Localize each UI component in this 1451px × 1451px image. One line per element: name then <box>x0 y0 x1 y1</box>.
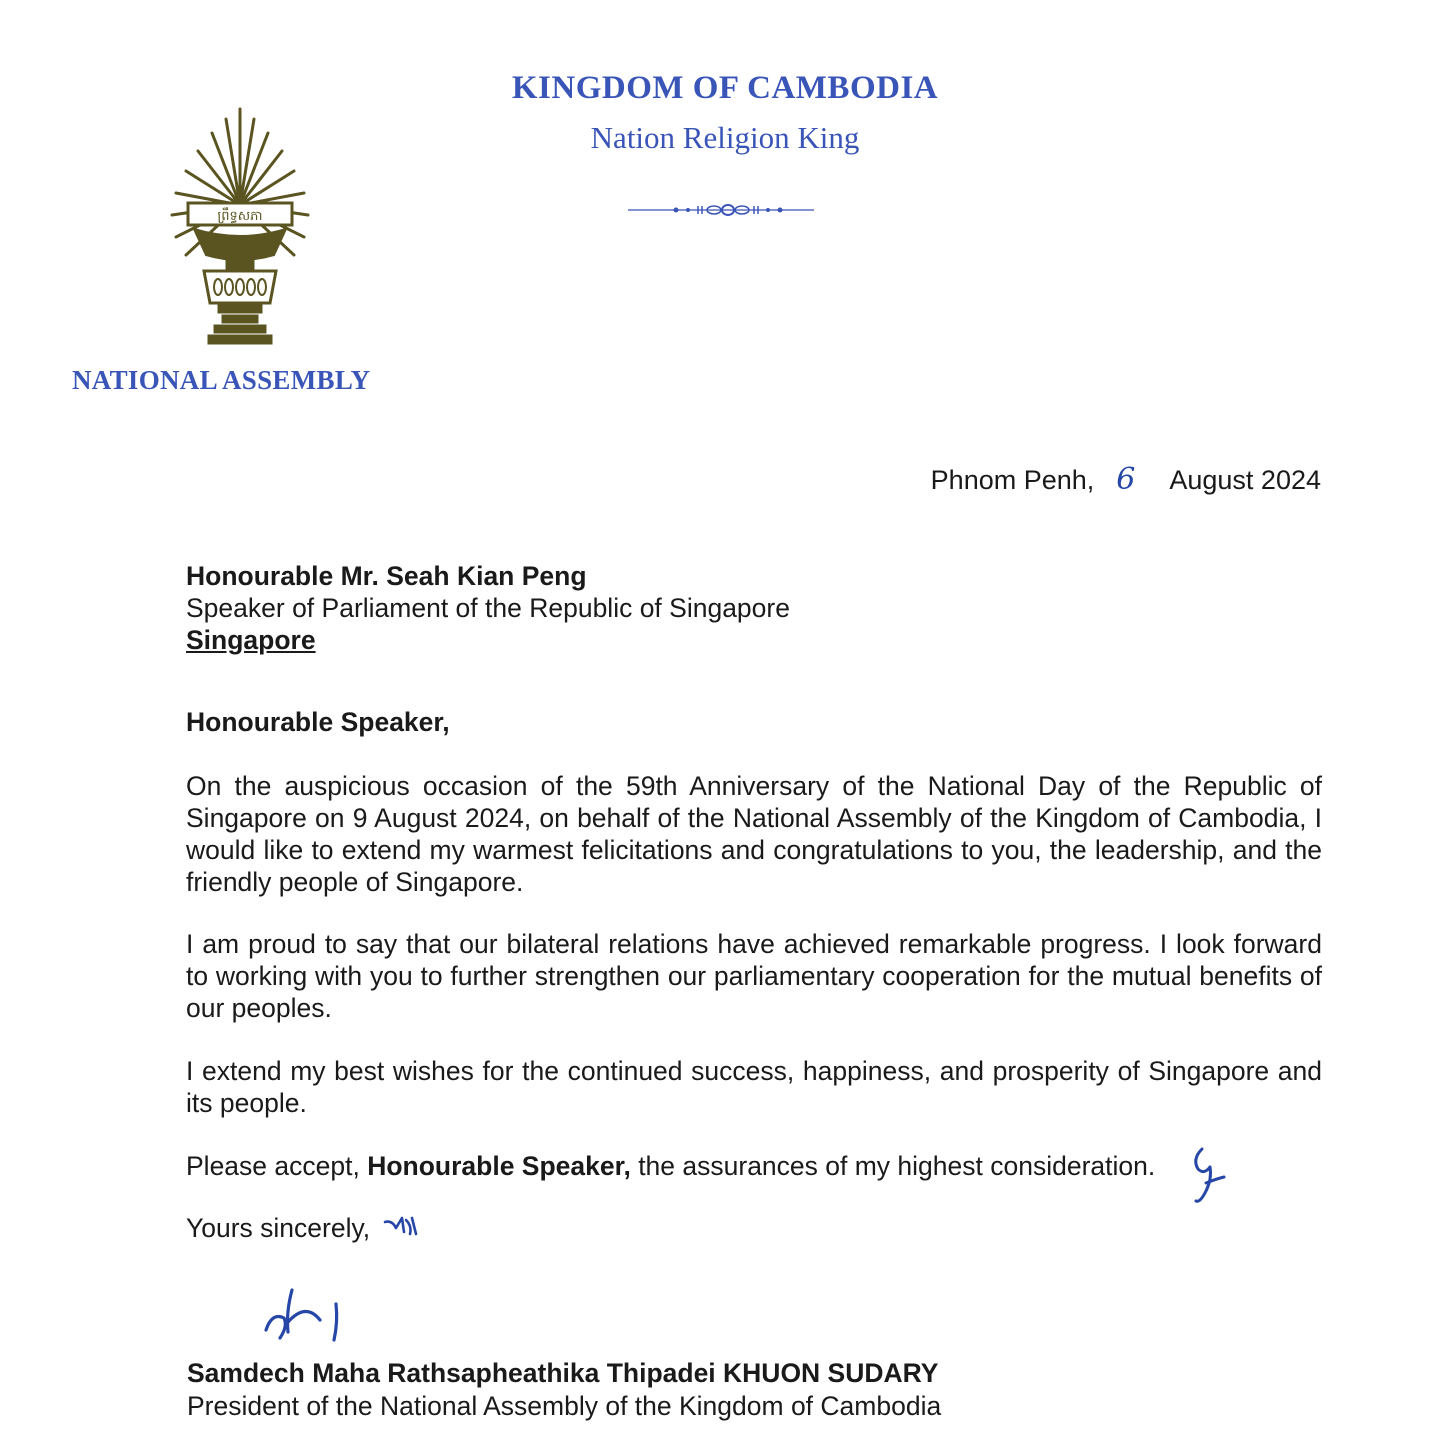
recipient-name: Honourable Mr. Seah Kian Peng <box>186 561 587 591</box>
emblem-khmer-text: ព្រឹទ្ធសភា <box>217 209 263 224</box>
institution-name: NATIONAL ASSEMBLY <box>72 365 371 395</box>
date-day-handwritten: 6 <box>1116 462 1136 497</box>
signer-name: Samdech Maha Rathsapheathika Thipadei KHUON SUDARY <box>187 1358 939 1388</box>
date-place: Phnom Penh, <box>930 465 1095 495</box>
closing-bold-salutation: Honourable Speaker, <box>367 1151 631 1181</box>
handwritten-initial-icon <box>1188 1145 1230 1207</box>
body-paragraph-2: I am proud to say that our bilateral relations have achieved remarkable progress. I look forward to working with you to further strengthen our parliamentary cooperation for the mutual benefits of our peoples. <box>186 929 1322 1023</box>
body-paragraph-3: I extend my best wishes for the continued success, happiness, and prosperity of Singapore and its people. <box>186 1056 1322 1118</box>
recipient-country: Singapore <box>186 625 316 655</box>
national-motto: Nation Religion King <box>590 120 860 155</box>
ornament-divider-icon <box>628 200 818 220</box>
salutation: Honourable Speaker, <box>186 707 450 737</box>
closing-line: Please accept, Honourable Speaker, the assurances of my highest consideration. <box>186 1151 1156 1181</box>
signer-title: President of the National Assembly of the Kingdom of Cambodia <box>187 1391 942 1421</box>
signature-icon <box>258 1282 358 1352</box>
recipient-title: Speaker of Parliament of the Republic of Singapore <box>186 593 790 623</box>
date-month-year: August 2024 <box>1169 465 1321 495</box>
kingdom-heading: KINGDOM OF CAMBODIA <box>511 70 939 106</box>
dateline <box>931 462 1321 497</box>
handwritten-initial-small-icon <box>382 1214 422 1238</box>
sign-off: Yours sincerely, <box>186 1213 371 1243</box>
recipient-block <box>186 560 1322 656</box>
national-assembly-emblem-icon <box>170 105 310 350</box>
body-paragraph-1: On the auspicious occasion of the 59th Anniversary of the National Day of the Republic of Singapore on 9 August 2024, on behalf of the National Assembly of the Kingdom of Cambodia, I would like to extend my warmest felicitations and congratulations to you, the leadership, and the friendly people of Singapore. <box>186 771 1322 897</box>
